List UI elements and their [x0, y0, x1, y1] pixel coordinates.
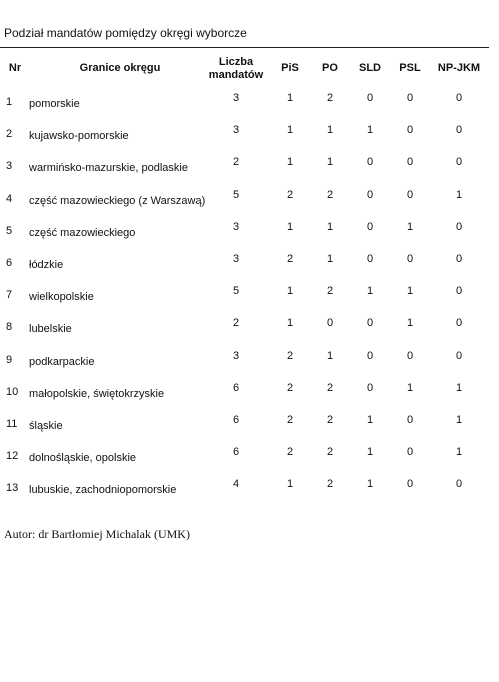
table-row: [0, 94, 489, 114]
header-npjkm: NP-JKM: [437, 62, 481, 74]
cell-psl: 0: [406, 349, 414, 362]
cell-nr: 8: [6, 321, 13, 334]
cell-granice: kujawsko-pomorskie: [29, 130, 129, 143]
cell-psl: 0: [406, 156, 414, 169]
cell-sld: 0: [366, 253, 374, 265]
cell-nr: 5: [6, 224, 13, 237]
cell-npjkm: 0: [455, 156, 463, 169]
cell-sld: 1: [366, 446, 374, 459]
cell-nr: 3: [6, 160, 13, 173]
table-row: [0, 188, 489, 211]
cell-sld: 1: [366, 414, 374, 426]
cell-nr: 11: [6, 418, 18, 430]
cell-sld: 0: [366, 349, 374, 362]
cell-pis: 1: [286, 285, 294, 298]
cell-liczba: 3: [232, 253, 240, 265]
cell-pis: 1: [286, 220, 294, 233]
cell-liczba: 2: [232, 317, 240, 330]
header-nr: Nr: [8, 62, 22, 74]
cell-npjkm: 0: [455, 285, 463, 298]
cell-npjkm: 0: [455, 478, 463, 491]
cell-po: 1: [326, 253, 334, 265]
cell-sld: 0: [366, 92, 374, 104]
cell-liczba: 6: [232, 414, 240, 426]
cell-pis: 2: [286, 446, 294, 459]
header-psl: PSL: [399, 62, 421, 74]
header-liczba-line2: mandatów: [208, 69, 264, 81]
cell-sld: 1: [366, 478, 374, 491]
table-row: [0, 255, 489, 275]
cell-pis: 2: [286, 381, 294, 394]
cell-liczba: 6: [232, 381, 240, 394]
cell-pis: 1: [286, 124, 294, 137]
header-granice: Granice okręgu: [79, 62, 161, 74]
cell-npjkm: 0: [455, 92, 463, 104]
cell-liczba: 3: [232, 220, 240, 233]
cell-psl: 1: [406, 220, 414, 233]
table-row: [0, 158, 489, 178]
cell-nr: 13: [6, 482, 19, 495]
cell-pis: 2: [286, 349, 294, 362]
cell-psl: 0: [406, 92, 414, 104]
table-row: [0, 480, 489, 500]
cell-granice: pomorskie: [29, 98, 80, 110]
cell-sld: 1: [366, 124, 374, 137]
table-row: [0, 319, 489, 339]
cell-psl: 0: [406, 446, 414, 459]
cell-po: 0: [326, 317, 334, 330]
cell-liczba: 3: [232, 124, 240, 137]
cell-npjkm: 1: [455, 414, 463, 426]
cell-granice: śląskie: [29, 420, 63, 432]
cell-npjkm: 1: [455, 446, 463, 459]
author-footer: Autor: dr Bartłomiej Michalak (UMK): [4, 527, 190, 541]
cell-po: 2: [326, 285, 334, 298]
header-liczba-line1: Liczba: [218, 56, 254, 68]
cell-po: 1: [326, 124, 334, 137]
cell-po: 2: [326, 188, 334, 201]
cell-liczba: 6: [232, 446, 240, 459]
cell-psl: 1: [406, 317, 414, 330]
table-row: [0, 220, 489, 243]
cell-granice: lubuskie, zachodniopomorskie: [29, 484, 177, 497]
cell-nr: 4: [6, 192, 13, 205]
cell-npjkm: 0: [455, 349, 463, 362]
cell-granice: podkarpackie: [29, 355, 95, 368]
cell-npjkm: 0: [455, 220, 463, 233]
page-title: Podział mandatów pomiędzy okręgi wyborcze: [4, 26, 247, 40]
cell-pis: 1: [286, 478, 294, 491]
cell-granice: lubelskie: [29, 323, 72, 336]
cell-npjkm: 0: [455, 317, 463, 330]
cell-liczba: 5: [232, 188, 240, 201]
cell-po: 1: [326, 156, 334, 169]
table-row: [0, 448, 489, 468]
cell-nr: 6: [6, 257, 13, 269]
cell-sld: 0: [366, 220, 374, 233]
table-row: [0, 349, 489, 372]
cell-liczba: 2: [232, 156, 240, 169]
cell-nr: 2: [6, 128, 13, 141]
cell-sld: 0: [366, 317, 374, 330]
cell-npjkm: 1: [455, 381, 463, 394]
title-divider: [0, 47, 489, 48]
cell-liczba: 3: [232, 92, 240, 104]
cell-pis: 1: [286, 317, 294, 330]
cell-granice: część mazowieckiego: [29, 226, 136, 239]
cell-po: 2: [326, 92, 334, 104]
cell-sld: 1: [366, 285, 374, 298]
cell-granice: dolnośląskie, opolskie: [29, 452, 137, 465]
cell-psl: 0: [406, 188, 414, 201]
header-po: PO: [322, 62, 338, 74]
cell-po: 2: [326, 446, 334, 459]
cell-pis: 1: [286, 156, 294, 169]
cell-sld: 0: [366, 188, 374, 201]
cell-nr: 10: [6, 385, 19, 398]
cell-sld: 0: [366, 381, 374, 394]
cell-psl: 0: [406, 253, 414, 265]
cell-nr: 7: [6, 289, 13, 302]
cell-psl: 1: [406, 285, 414, 298]
cell-psl: 0: [406, 124, 414, 137]
cell-granice: część mazowieckiego (z Warszawą): [29, 194, 206, 207]
cell-po: 2: [326, 478, 334, 491]
cell-psl: 0: [406, 478, 414, 491]
cell-npjkm: 0: [455, 124, 463, 137]
cell-liczba: 3: [232, 349, 240, 362]
cell-po: 1: [326, 349, 334, 362]
cell-po: 2: [326, 414, 334, 426]
cell-liczba: 5: [232, 285, 240, 298]
cell-pis: 2: [286, 253, 294, 265]
cell-nr: 1: [6, 96, 13, 108]
cell-npjkm: 0: [455, 253, 463, 265]
cell-nr: 12: [6, 450, 19, 463]
cell-pis: 2: [286, 414, 294, 426]
cell-liczba: 4: [232, 478, 240, 491]
table-row: [0, 381, 489, 404]
cell-granice: łódzkie: [29, 259, 64, 271]
cell-sld: 0: [366, 156, 374, 169]
cell-psl: 1: [406, 381, 414, 394]
cell-npjkm: 1: [455, 188, 463, 201]
cell-pis: 1: [286, 92, 294, 104]
header-pis: PiS: [281, 62, 299, 74]
cell-nr: 9: [6, 353, 13, 366]
cell-granice: warmińsko-mazurskie, podlaskie: [29, 162, 188, 175]
cell-granice: małopolskie, świętokrzyskie: [29, 387, 165, 400]
table-row: [0, 416, 489, 436]
cell-po: 2: [326, 381, 334, 394]
header-sld: SLD: [359, 62, 381, 74]
cell-pis: 2: [286, 188, 294, 201]
table-row: [0, 287, 489, 307]
cell-granice: wielkopolskie: [29, 291, 94, 304]
table-row: [0, 126, 489, 146]
cell-po: 1: [326, 220, 334, 233]
cell-psl: 0: [406, 414, 414, 426]
